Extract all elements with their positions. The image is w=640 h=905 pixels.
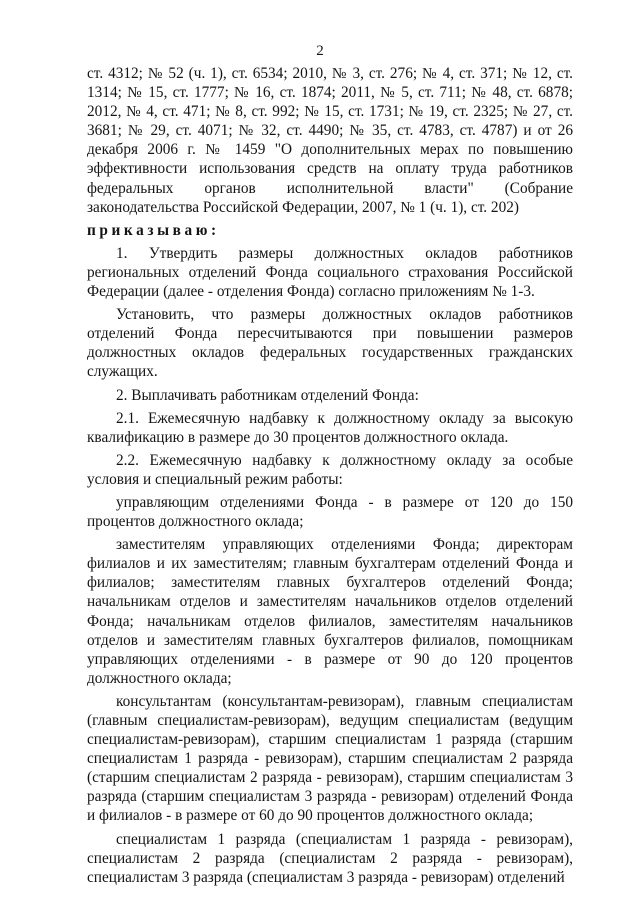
paragraph-item-2-2: 2.2. Ежемесячную надбавку к должностному окладу за особые условия и специальный режим работы:: [87, 451, 573, 488]
order-directive: приказываю:: [87, 221, 220, 239]
paragraph-specialists: специалистам 1 разряда (специалистам 1 разряда - ревизорам), специалистам 2 разряда (специалистам 2 разряда - ревизорам), специалистам 3 разряда (специалистам 3 разряда - ревизорам) отделений: [87, 830, 573, 886]
paragraph-managers: управляющим отделениями Фонда - в размере от 120 до 150 процентов должностного оклада;: [87, 493, 573, 531]
paragraph-item-1: 1. Утвердить размеры должностных окладов работников региональных отделений Фонда социального страхования Российской Федерации (далее - отделения Фонда) согласно приложениям № 1-3.: [87, 244, 573, 301]
paragraph-consultants: консультантам (консультантам-ревизорам), главным специалистам (главным специалистам-ревизорам), ведущим специалистам (ведущим специалистам-ревизорам), старшим специалистам 1 разряда (старшим специалистам 1 разряда - ревизорам), старшим специалистам 2 разряда (старшим специалистам 2 разряда - ревизорам), старшим специалистам 3 разряда (старшим специалистам 3 разряда - ревизорам) отделений Фонда и филиалов - в размере от 60 до 90 процентов должностного оклада;: [87, 692, 573, 825]
paragraph-deputies: заместителям управляющих отделениями Фонда; директорам филиалов и их заместителям; главным бухгалтерам отделений Фонда и филиалов; заместителям главных бухгалтеров отделений Фонда; начальникам отделов и заместителям начальников отделов отделений Фонда; начальникам отделов филиалов, заместителям начальников отделов и заместителям главных бухгалтеров филиалов, помощникам управляющих отделениями - в размере от 90 до 120 процентов должностного оклада;: [87, 536, 573, 687]
page-number: 2: [316, 43, 324, 59]
paragraph-item-2: 2. Выплачивать работникам отделений Фонда:: [116, 386, 419, 404]
paragraph-legal-references: ст. 4312; № 52 (ч. 1), ст. 6534; 2010, № 3, ст. 276; № 4, ст. 371; № 12, ст. 1314; № 15, ст. 1777; № 16, ст. 1874; 2011, № 5, ст. 711; № 48, ст. 6878; 2012, № 4, ст. 471; № 8, ст. 992; № 15, ст. 1731; № 19, ст. 2325; № 27, ст. 3681; № 29, ст. 4071; № 32, ст. 4490; № 35, ст. 4783, ст. 4787) и от 26 декабря 2006 г. № 1459 "О дополнительных мерах по повышению эффективности использования средств на оплату труда работников федеральных органов исполнительной власти" (Собрание законодательства Российской Федерации, 2007, № 1 (ч. 1), ст. 202): [87, 65, 573, 216]
paragraph-recalculation: Установить, что размеры должностных окладов работников отделений Фонда пересчитываются при повышении размеров должностных окладов федеральных государственных гражданских служащих.: [87, 306, 573, 381]
document-body: [87, 64, 573, 891]
paragraph-item-2-1: 2.1. Ежемесячную надбавку к должностному окладу за высокую квалификацию в размере до 30 процентов должностного оклада.: [87, 409, 573, 446]
